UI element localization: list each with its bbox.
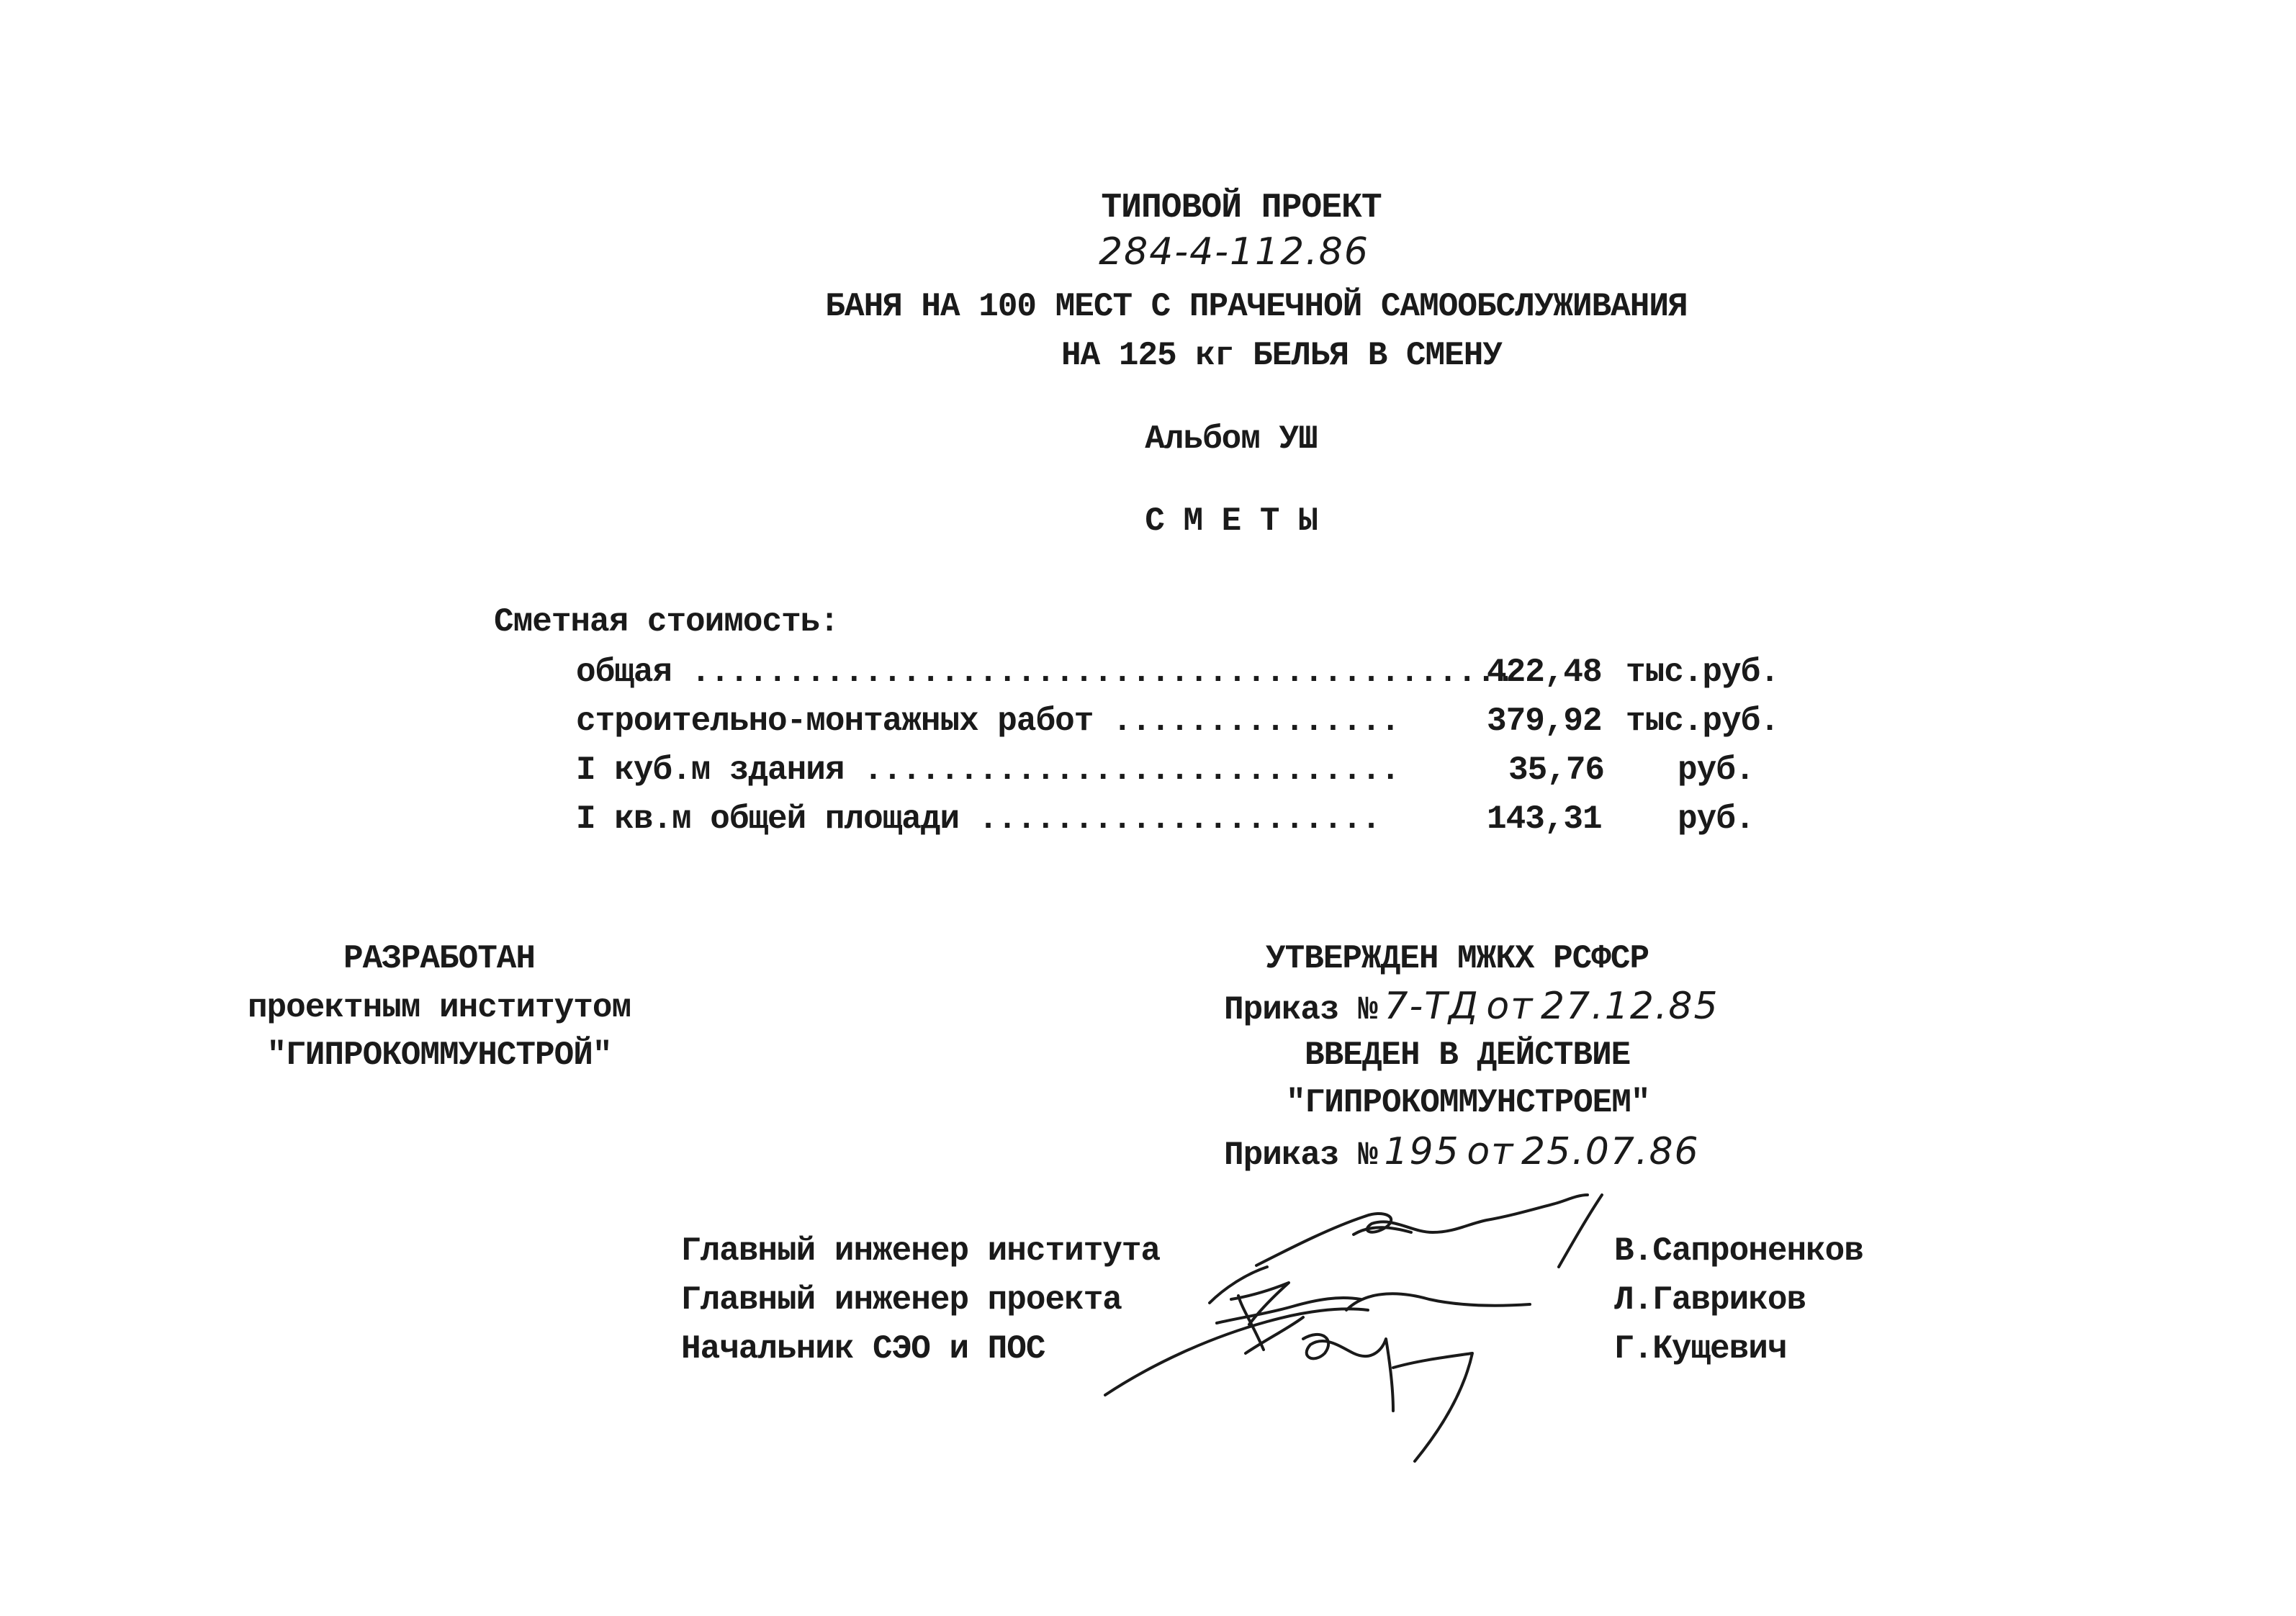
project-subject-line1: БАНЯ НА 100 МЕСТ С ПРАЧЕЧНОЙ САМООБСЛУЖИВАНИЯ (825, 288, 1688, 325)
order-prefix: Приказ № (1224, 991, 1377, 1029)
order-date-prefix: от (1486, 985, 1534, 1028)
order-number: 195 (1384, 1130, 1460, 1173)
order-date: 27.12.85 (1541, 985, 1719, 1028)
enacted-by-organization: "ГИПРОКОММУНСТРОЕМ" (1286, 1084, 1650, 1121)
signature-stroke (1559, 1195, 1602, 1267)
cost-unit: тыс.руб. (1626, 654, 1779, 691)
cost-unit: руб. (1678, 800, 1755, 838)
signature-stroke (1105, 1309, 1368, 1395)
cost-unit: тыс.руб. (1626, 703, 1779, 740)
signature-stroke (1256, 1195, 1588, 1265)
signatory-role: Главный инженер института (681, 1232, 1161, 1270)
cost-value: 143,31 (1487, 800, 1602, 838)
developed-institute-type: проектным институтом (247, 989, 631, 1026)
cost-label: строительно-монтажных работ (576, 703, 1094, 740)
cost-label: общая (576, 654, 672, 691)
dot-leader: ............... (1112, 703, 1400, 740)
dot-leader: ..................... (978, 800, 1381, 838)
signature-stroke (1346, 1294, 1530, 1310)
order-prefix: Приказ № (1224, 1137, 1377, 1174)
cost-value: 379,92 (1487, 703, 1602, 740)
signatory-role: Начальник СЭО и ПОС (681, 1330, 1045, 1368)
signatory-name: Г.Кущевич (1614, 1330, 1787, 1368)
order-date-prefix: от (1467, 1130, 1515, 1173)
cost-label: I кв.м общей площади (576, 800, 960, 838)
signature-stroke (1246, 1317, 1303, 1353)
cost-unit: руб. (1678, 751, 1755, 789)
dot-leader: ............................ (863, 751, 1400, 789)
approved-label: УТВЕРЖДЕН МЖКХ РСФСР (1266, 940, 1649, 978)
document-type-title: ТИПОВОЙ ПРОЕКТ (1101, 189, 1382, 227)
signatory-name: Л.Гавриков (1614, 1281, 1806, 1319)
section-title: С М Е Т Ы (1145, 502, 1318, 540)
order-date: 25.07.86 (1521, 1130, 1700, 1173)
cost-value: 422,48 (1487, 654, 1602, 691)
cost-heading: Сметная стоимость: (494, 603, 839, 641)
cost-value: 35,76 (1508, 751, 1605, 789)
album-number: Альбом УШ (1145, 420, 1318, 458)
signature-stroke (1303, 1335, 1393, 1411)
cost-label: I куб.м здания (576, 751, 845, 789)
developed-institute-name: "ГИПРОКОММУНСТРОЙ" (266, 1037, 612, 1074)
signature-stroke (1393, 1353, 1472, 1461)
project-number: 284-4-112.86 (1099, 230, 1369, 274)
developed-label: РАЗРАБОТАН (343, 940, 536, 978)
enacted-label: ВВЕДЕН В ДЕЙСТВИЕ (1305, 1037, 1631, 1074)
signatory-name: В.Сапроненков (1614, 1232, 1863, 1270)
dot-leader: ........................................... (690, 654, 1515, 691)
project-subject-line2: НА 125 кг БЕЛЬЯ В СМЕНУ (1061, 337, 1502, 374)
signatory-role: Главный инженер проекта (681, 1281, 1122, 1319)
order-number: 7-ТД (1384, 985, 1480, 1028)
